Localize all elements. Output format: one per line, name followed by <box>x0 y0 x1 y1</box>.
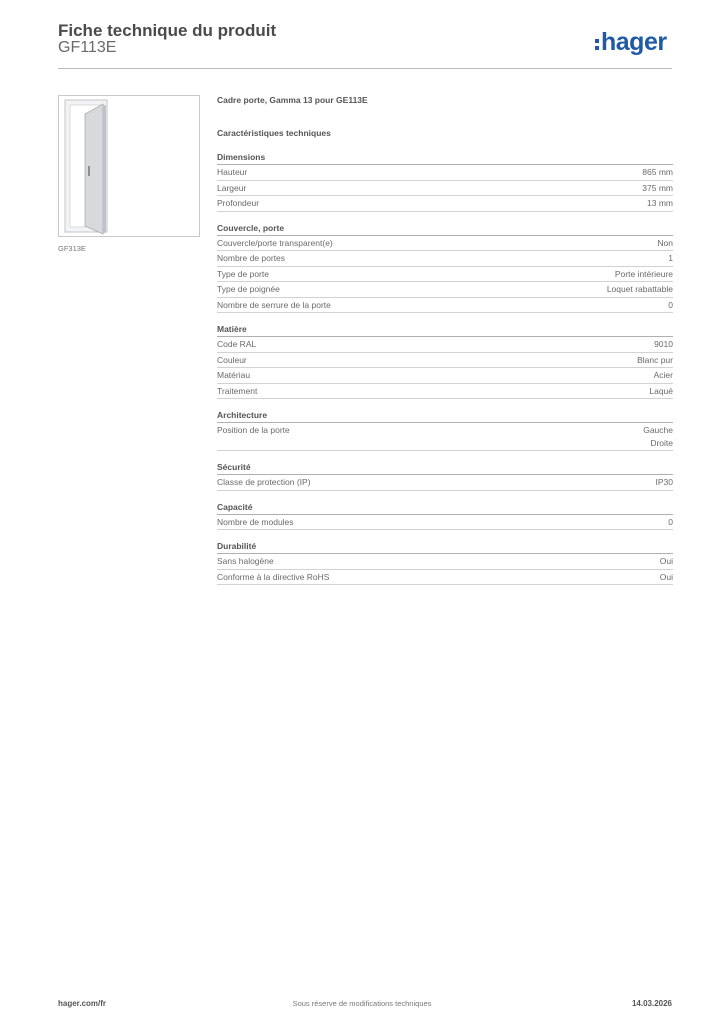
spec-value-line: Porte intérieure <box>614 268 673 279</box>
spec-value <box>668 516 673 529</box>
spec-value <box>660 555 673 568</box>
spec-row <box>217 267 673 283</box>
spec-value-line: Loquet rabattable <box>606 284 673 294</box>
spec-value <box>637 354 673 367</box>
spec-row <box>217 236 673 252</box>
product-title: Cadre porte, Gamma 13 pour GE113E <box>217 95 368 105</box>
section-title: Matière <box>217 323 673 337</box>
spec-value <box>649 385 673 398</box>
brand-logo <box>594 28 667 58</box>
spec-row <box>217 298 673 314</box>
spec-row <box>217 554 673 570</box>
spec-label: Hauteur <box>217 167 248 177</box>
spec-value <box>607 283 673 296</box>
spec-label: Traitement <box>217 385 258 396</box>
spec-label: Sans halogène <box>217 556 274 566</box>
spec-value <box>643 424 673 449</box>
spec-value <box>668 252 673 265</box>
spec-value <box>654 369 673 382</box>
section-title: Sécurité <box>217 461 673 475</box>
brand-name: hager <box>601 28 667 56</box>
spec-value-line: Oui <box>659 571 673 582</box>
logo-mark <box>594 29 600 58</box>
spec-row <box>217 384 673 400</box>
spec-section <box>217 323 673 399</box>
spec-value <box>660 571 673 584</box>
spec-value-line: 13 mm <box>647 198 673 208</box>
spec-value <box>654 338 673 351</box>
spec-value-line: 865 mm <box>642 167 673 177</box>
header-divider <box>58 68 672 69</box>
footer-date: 14.03.2026 <box>631 999 672 1008</box>
spec-row <box>217 196 673 212</box>
spec-value <box>668 299 673 312</box>
spec-row <box>217 337 673 353</box>
spec-sections <box>217 151 673 585</box>
spec-value-line: 0 <box>668 516 673 527</box>
spec-value-line: 9010 <box>654 339 673 349</box>
spec-value-line: 1 <box>668 253 673 263</box>
footer-notice: Sous réserve de modifications techniques <box>292 999 432 1008</box>
spec-value-line: Acier <box>653 370 673 380</box>
spec-row <box>217 570 673 586</box>
spec-row <box>217 282 673 298</box>
spec-value <box>656 476 674 489</box>
spec-row <box>217 353 673 369</box>
footer-website[interactable]: hager.com/fr <box>58 999 107 1008</box>
spec-label: Nombre de modules <box>217 516 294 527</box>
spec-row <box>217 515 673 531</box>
spec-section <box>217 222 673 314</box>
spec-label: Conforme à la directive RoHS <box>217 571 330 582</box>
spec-value-line: IP30 <box>655 477 673 487</box>
spec-value <box>657 237 673 250</box>
spec-row <box>217 368 673 384</box>
spec-row <box>217 181 673 197</box>
spec-value-line: Laqué <box>649 385 673 396</box>
spec-label: Classe de protection (IP) <box>217 477 311 487</box>
spec-value <box>642 182 673 195</box>
spec-label: Largeur <box>217 182 247 193</box>
spec-section <box>217 409 673 451</box>
spec-row <box>217 251 673 267</box>
spec-row <box>217 165 673 181</box>
spec-value-line: 0 <box>668 299 673 310</box>
product-reference: GF113E <box>58 39 117 56</box>
spec-label: Type de porte <box>217 268 269 279</box>
spec-label: Position de la porte <box>217 425 290 435</box>
door-frame-illustration <box>59 96 199 236</box>
spec-label: Nombre de portes <box>217 253 286 263</box>
spec-value <box>647 197 673 210</box>
product-image <box>58 95 200 237</box>
spec-label: Code RAL <box>217 339 257 349</box>
spec-value-line: Non <box>657 237 673 248</box>
spec-content <box>217 93 673 595</box>
section-title: Durabilité <box>217 540 673 554</box>
spec-value-line: 375 mm <box>642 182 673 193</box>
spec-label: Couleur <box>217 354 247 365</box>
spec-label: Couvercle/porte transparent(e) <box>217 237 333 248</box>
spec-value-line: Gauche <box>643 425 673 435</box>
header-title: Fiche technique du produit <box>58 21 277 40</box>
spec-value-line: Droite <box>650 437 673 448</box>
spec-label: Nombre de serrure de la porte <box>217 299 331 310</box>
image-caption: GF313E <box>58 244 86 253</box>
spec-label: Matériau <box>217 370 251 380</box>
specs-heading: Caractéristiques techniques <box>217 128 331 138</box>
spec-row <box>217 475 673 491</box>
spec-value-line: Oui <box>659 556 673 566</box>
spec-value-line: Blanc pur <box>637 354 673 365</box>
section-title: Dimensions <box>217 151 673 165</box>
spec-value <box>642 166 673 179</box>
spec-section <box>217 540 673 585</box>
spec-section <box>217 151 673 212</box>
spec-label: Type de poignée <box>217 284 280 294</box>
section-title: Couvercle, porte <box>217 222 673 236</box>
spec-label: Profondeur <box>217 198 260 208</box>
spec-section <box>217 461 673 491</box>
spec-row <box>217 423 673 451</box>
section-title: Capacité <box>217 501 673 515</box>
section-title: Architecture <box>217 409 673 423</box>
spec-value <box>615 268 673 281</box>
spec-section <box>217 501 673 531</box>
